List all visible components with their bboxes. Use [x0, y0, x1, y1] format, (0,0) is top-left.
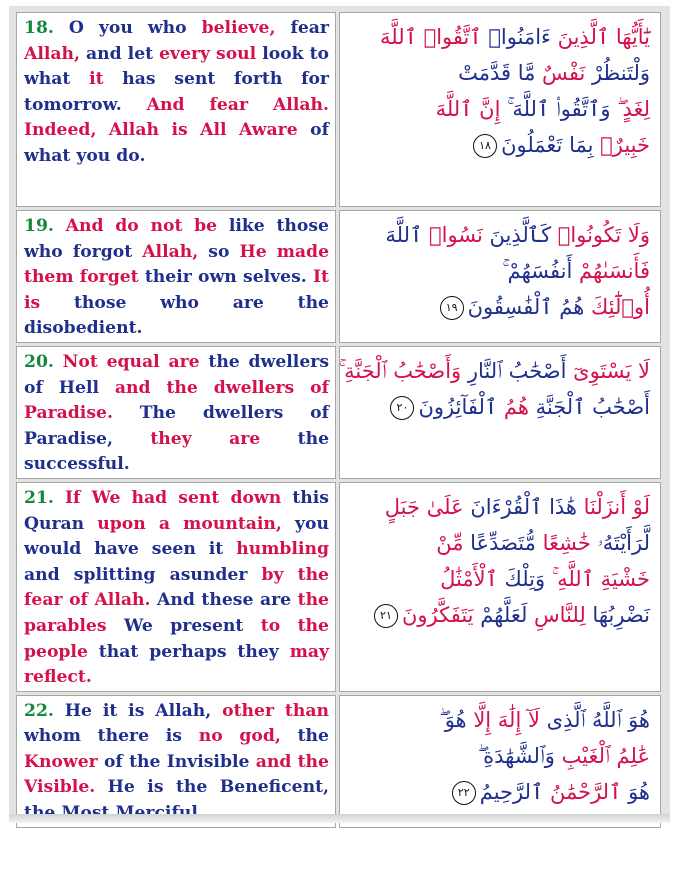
arabic-segment: أَنفُسَهُمْ ۚ: [502, 259, 573, 283]
translation-segment: and splitting asunder: [24, 564, 262, 585]
arabic-segment: مِّنْ: [436, 530, 464, 555]
verse-row: [16, 482, 661, 692]
verse-number: 20.: [24, 351, 54, 372]
translation-segment: And fear Allah. Indeed, Allah is All Aware: [24, 94, 329, 141]
arabic-segment: لِلنَّاسِ: [527, 602, 586, 627]
translation-segment: Knower: [24, 751, 98, 772]
verse-row: [16, 346, 661, 479]
translation-segment: upon a mountain,: [97, 513, 282, 534]
translation-segment: like those who forgot: [24, 216, 329, 262]
arabic-segment: وَتِلْكَ: [497, 566, 546, 591]
arabic-line: [348, 489, 650, 525]
arabic-segment: هُوَ: [621, 779, 650, 804]
translation-segment: the: [280, 726, 329, 747]
translation-segment: fear: [275, 18, 329, 38]
verse-number: 18.: [24, 18, 54, 38]
arabic-segment: أَصْحَٰبُ ٱلنَّارِ: [461, 358, 567, 383]
arabic-segment: مُّتَصَدِّعًا: [463, 530, 536, 555]
arabic-segment: هُوَ ۖ: [439, 707, 467, 732]
translation-segment: they are: [150, 428, 261, 449]
translation-segment: Not equal are: [53, 351, 209, 372]
arabic-text-cell: [339, 346, 661, 479]
verse-number: 19.: [24, 216, 54, 236]
translation-segment: their own selves.: [138, 267, 314, 288]
translation-segment: it: [89, 69, 104, 90]
arabic-segment: لَّرَأَيْتَهُۥ: [590, 530, 650, 555]
english-translation-cell: [16, 695, 336, 828]
verse-end-marker: ٢٠: [390, 396, 414, 420]
translation-segment: you would have seen it: [24, 513, 330, 560]
arabic-segment: لِغَدٍ ۖ: [610, 97, 650, 121]
arabic-verse: [340, 13, 660, 163]
english-translation: [17, 13, 335, 170]
translation-segment: by the fear of Allah.: [24, 564, 329, 611]
english-translation-cell: [16, 210, 336, 343]
arabic-text-cell: [339, 695, 661, 828]
arabic-line: [348, 525, 650, 561]
english-translation: [17, 696, 335, 827]
translation-segment: the dwellers of Hell: [24, 351, 329, 398]
translation-segment: He made them forget: [24, 241, 330, 288]
translation-segment: the parables: [24, 590, 329, 636]
arabic-line: [348, 19, 650, 55]
arabic-line: [348, 289, 650, 325]
verse-number: 21.: [24, 487, 54, 508]
arabic-segment: يَتَفَكَّرُونَ: [401, 602, 474, 627]
translation-segment: And do not be: [53, 216, 229, 236]
translation-segment: The dwellers of Paradise,: [24, 403, 329, 449]
verse-row: [16, 695, 661, 828]
translation-segment: of the Invisible: [97, 751, 256, 772]
translation-segment: believe,: [201, 18, 276, 38]
arabic-segment: وَأَصْحَٰبُ ٱلْجَنَّةِ ۚ: [338, 358, 462, 383]
translation-segment: to the people: [24, 615, 329, 662]
translation-segment: He it is Allah,: [53, 700, 223, 721]
arabic-segment: هُمُ ٱلْفَٰسِقُونَ: [467, 295, 585, 319]
arabic-segment: عَٰلِمُ ٱلْغَيْبِ: [554, 743, 650, 768]
arabic-segment: فَأَنسَىٰهُمْ: [572, 259, 650, 283]
arabic-segment: بِمَا تَعْمَلُونَ: [501, 133, 594, 157]
arabic-line: [348, 597, 650, 633]
arabic-text-cell: [339, 12, 661, 207]
arabic-segment: ٱتَّقُوا۟ ٱللَّهَ: [380, 25, 482, 49]
arabic-segment: خَٰشِعًا: [535, 530, 591, 555]
translation-segment: other than: [222, 700, 329, 721]
translation-segment: may reflect.: [24, 641, 329, 688]
translation-segment: every soul: [159, 43, 257, 64]
translation-segment: has sent forth for tomorrow.: [24, 69, 329, 115]
arabic-segment: لَعَلَّهُمْ: [473, 602, 528, 627]
english-translation-cell: [16, 12, 336, 207]
arabic-line: [348, 253, 650, 289]
translation-segment: so: [198, 241, 240, 262]
arabic-segment: مَّا قَدَّمَتْ: [458, 61, 536, 85]
verse-end-marker: ٢٢: [452, 781, 476, 805]
translation-segment: and the Visible.: [24, 751, 329, 798]
arabic-verse: [340, 211, 660, 325]
arabic-segment: لَآ إِلَٰهَ إِلَّا: [466, 707, 540, 732]
arabic-verse: [340, 696, 660, 810]
translation-segment: And these are: [150, 590, 298, 611]
verses-table: [13, 9, 664, 831]
arabic-segment: كَٱلَّذِينَ: [482, 223, 552, 247]
translation-segment: whom there is: [24, 726, 199, 747]
translation-segment: and let: [80, 43, 160, 64]
arabic-segment: وَلْتَنظُرْ: [585, 61, 650, 85]
verse-end-marker: ١٨: [473, 134, 497, 158]
arabic-verse: [340, 483, 660, 633]
arabic-line: [338, 353, 650, 389]
arabic-line: [348, 217, 650, 253]
arabic-line: [348, 774, 650, 810]
translation-segment: humbling: [236, 539, 329, 560]
translation-segment: We present: [106, 615, 261, 636]
arabic-segment: نَسُوا۟: [422, 223, 483, 247]
page-shadow: [9, 814, 670, 823]
translation-segment: of what you do.: [24, 120, 329, 166]
translation-segment: look to what: [24, 43, 329, 90]
translation-segment: Allah,: [142, 241, 199, 262]
arabic-segment: نَفْسٌ: [535, 61, 586, 85]
arabic-line: [348, 702, 650, 738]
arabic-segment: وَلَا تَكُونُوا۟: [551, 223, 650, 247]
arabic-segment: خَبِيرٌۢ: [593, 133, 650, 157]
arabic-segment: ٱللَّهَ: [385, 223, 423, 247]
arabic-text-cell: [339, 482, 661, 692]
arabic-segment: وَٱتَّقُوا۟ ٱللَّهَ ۚ: [500, 97, 611, 121]
arabic-segment: هُمُ: [497, 394, 529, 419]
arabic-segment: لَوْ أَنزَلْنَا: [577, 494, 650, 519]
arabic-segment: لَا يَسْتَوِىٓ: [566, 358, 650, 383]
arabic-line: [348, 127, 650, 163]
translation-segment: no god,: [198, 726, 281, 747]
arabic-segment: أَصْحَٰبُ ٱلْجَنَّةِ: [528, 394, 650, 419]
translation-segment: this Quran: [24, 487, 329, 534]
english-translation: [17, 211, 335, 342]
arabic-segment: ٱلرَّحِيمُ: [479, 779, 544, 804]
arabic-segment: أُو۟لَٰٓئِكَ: [584, 295, 650, 319]
english-translation-cell: [16, 346, 336, 479]
arabic-segment: إِنَّ ٱللَّهَ: [435, 97, 501, 121]
arabic-line: [348, 561, 650, 597]
translation-segment: He is the Beneficent,: [107, 777, 329, 798]
translation-segment: If We had sent down: [53, 487, 293, 508]
arabic-text-cell: [339, 210, 661, 343]
arabic-segment: خَشْيَةِ ٱللَّهِ ۚ: [545, 566, 650, 591]
arabic-segment: هُوَ ٱللَّهُ ٱلَّذِى: [539, 707, 650, 732]
arabic-line: [348, 738, 650, 774]
translation-segment: O you who: [53, 18, 202, 38]
translation-segment: and the dwellers of Paradise.: [24, 377, 330, 424]
arabic-segment: ءَامَنُوا۟: [481, 25, 551, 49]
arabic-line: [348, 389, 650, 425]
verse-row: [16, 210, 661, 343]
translation-segment: those who are the disobedient.: [24, 292, 329, 339]
translation-segment: Allah,: [24, 43, 81, 64]
verse-end-marker: ٢١: [374, 604, 398, 628]
english-translation: [17, 347, 335, 478]
verse-number: 22.: [24, 700, 54, 721]
english-translation: [17, 483, 335, 691]
verse-end-marker: ١٩: [440, 296, 464, 320]
verse-row: [16, 12, 661, 207]
arabic-segment: وَٱلشَّهَٰدَةِ ۖ: [477, 743, 555, 768]
arabic-verse: [340, 347, 660, 425]
arabic-segment: هَٰذَا ٱلْقُرْءَانَ: [463, 494, 577, 519]
arabic-segment: يَٰٓأَيُّهَا ٱلَّذِينَ: [550, 25, 650, 49]
arabic-segment: ٱلْأَمْثَٰلُ: [440, 566, 498, 591]
arabic-line: [348, 55, 650, 91]
english-translation-cell: [16, 482, 336, 692]
arabic-segment: ٱلرَّحْمَٰنُ: [543, 779, 622, 804]
arabic-segment: نَضْرِبُهَا: [585, 602, 650, 627]
translation-segment: It is: [24, 267, 329, 313]
translation-segment: that perhaps they: [87, 641, 290, 662]
arabic-segment: عَلَىٰ جَبَلٍ: [384, 494, 464, 519]
translation-segment: the successful.: [24, 428, 330, 475]
page-sheet: [9, 6, 670, 814]
arabic-segment: ٱلْفَآئِزُونَ: [418, 394, 498, 419]
arabic-line: [348, 91, 650, 127]
